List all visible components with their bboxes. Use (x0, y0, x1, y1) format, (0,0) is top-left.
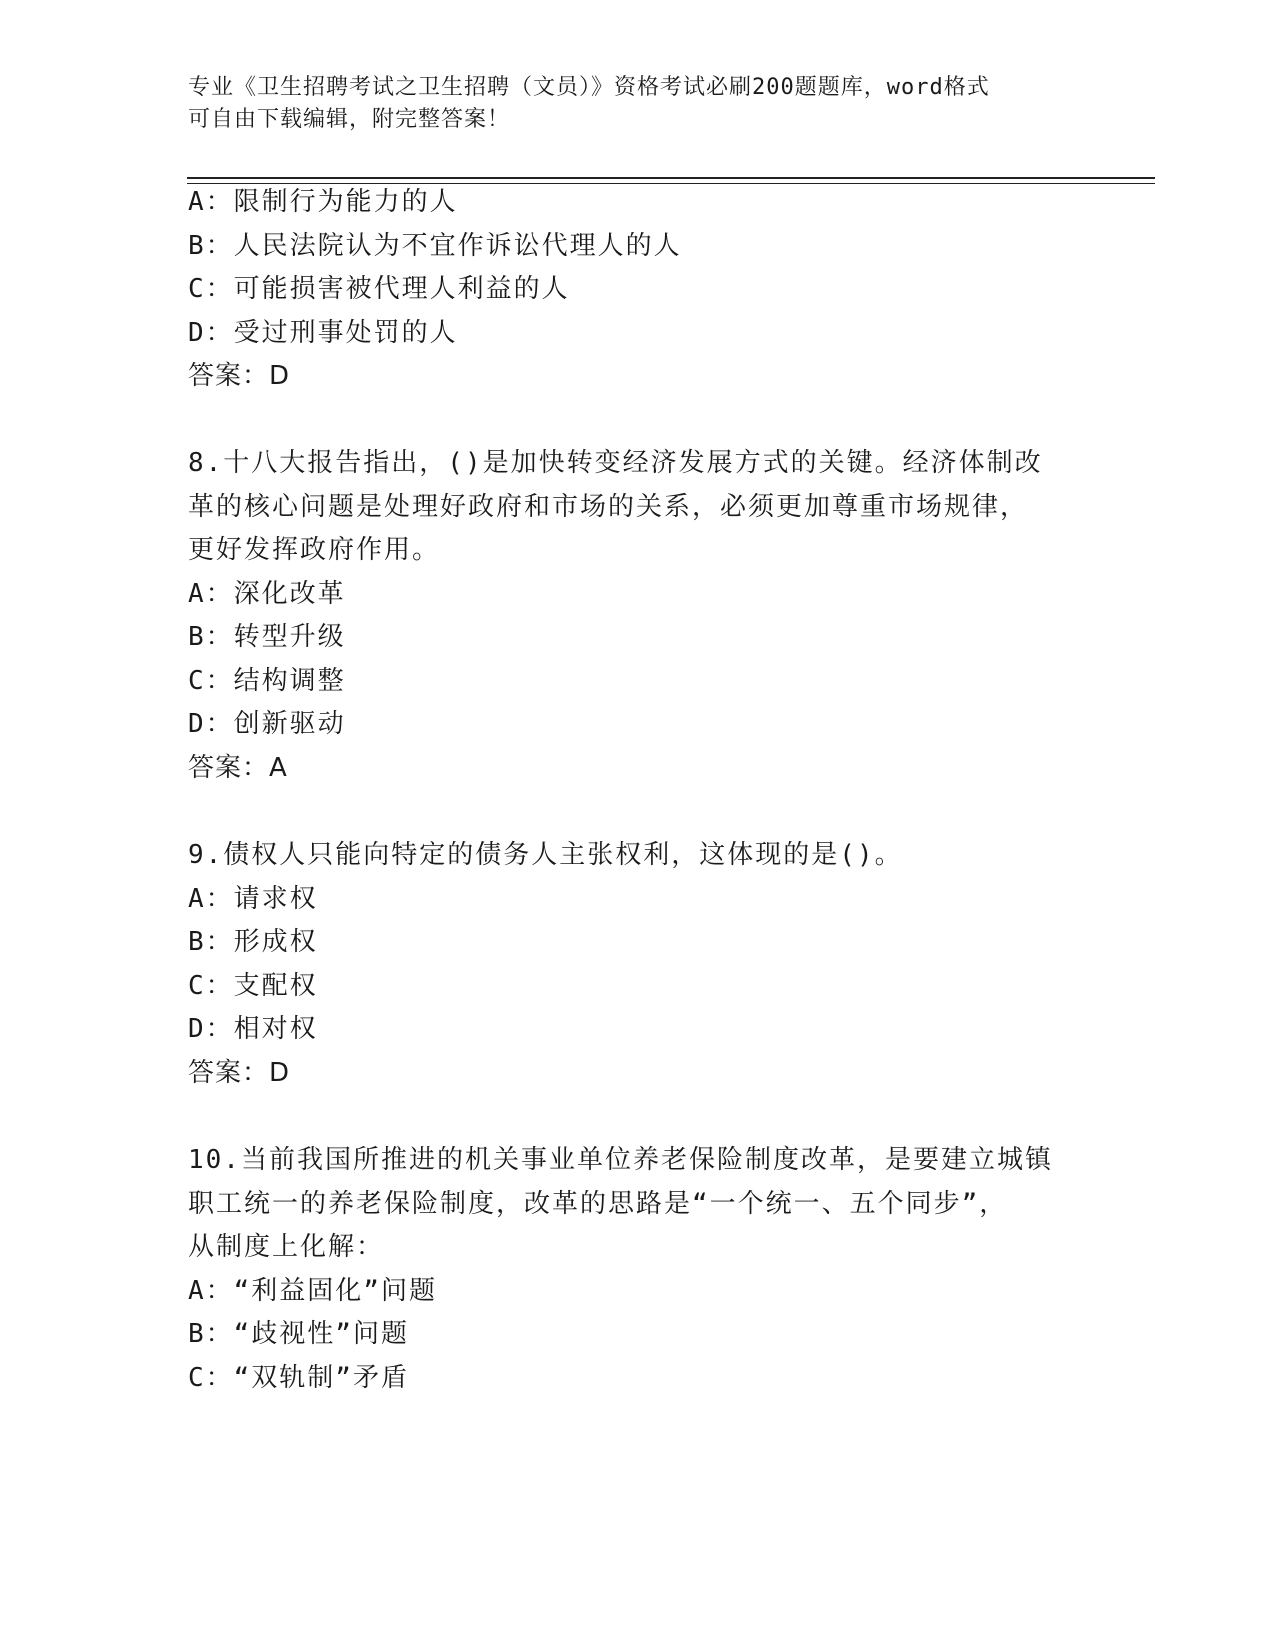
q8-answer: 答案：A (188, 753, 288, 783)
document-header (188, 72, 1088, 136)
q7-answer: 答案：D (188, 361, 291, 391)
q9-answer: 答案：D (188, 1058, 291, 1088)
q8-option-b: B：转型升级 (188, 622, 346, 652)
q9-option-a: A：请求权 (188, 884, 318, 914)
q10-stem-line-3: 从制度上化解： (188, 1232, 385, 1262)
q8-stem-line-3: 更好发挥政府作用。 (188, 535, 441, 565)
q7-option-d: D：受过刑事处罚的人 (188, 318, 458, 348)
header-line-2: 可自由下载编辑，附完整答案！ (188, 107, 511, 132)
q7-option-c: C：可能损害被代理人利益的人 (188, 274, 570, 304)
q8-stem-line-1: 8.十八大报告指出，()是加快转变经济发展方式的关键。经济体制改 (188, 448, 1043, 478)
q8-option-c: C：结构调整 (188, 666, 346, 696)
q10-option-b: B：“歧视性”问题 (188, 1319, 409, 1349)
q9-option-c: C：支配权 (188, 971, 318, 1001)
q8-option-d: D：创新驱动 (188, 709, 346, 739)
header-divider-thick (187, 177, 1155, 179)
q10-option-c: C：“双轨制”矛盾 (188, 1363, 409, 1393)
q10-stem-line-1: 10.当前我国所推进的机关事业单位养老保险制度改革，是要建立城镇 (188, 1145, 1053, 1175)
q9-stem-line-1: 9.债权人只能向特定的债务人主张权利，这体现的是()。 (188, 840, 903, 870)
header-line-1: 专业《卫生招聘考试之卫生招聘（文员）》资格考试必刷200题题库，word格式 (188, 75, 990, 100)
q10-stem-line-2: 职工统一的养老保险制度，改革的思路是“一个统一、五个同步”， (188, 1189, 1008, 1219)
q9-option-d: D：相对权 (188, 1014, 318, 1044)
q10-option-a: A：“利益固化”问题 (188, 1276, 437, 1306)
q8-stem-line-2: 革的核心问题是处理好政府和市场的关系，必须更加尊重市场规律， (188, 492, 1029, 522)
q7-option-b: B：人民法院认为不宜作诉讼代理人的人 (188, 231, 682, 261)
q7-option-a: A：限制行为能力的人 (188, 187, 458, 217)
q9-option-b: B：形成权 (188, 927, 318, 957)
q8-option-a: A：深化改革 (188, 579, 346, 609)
